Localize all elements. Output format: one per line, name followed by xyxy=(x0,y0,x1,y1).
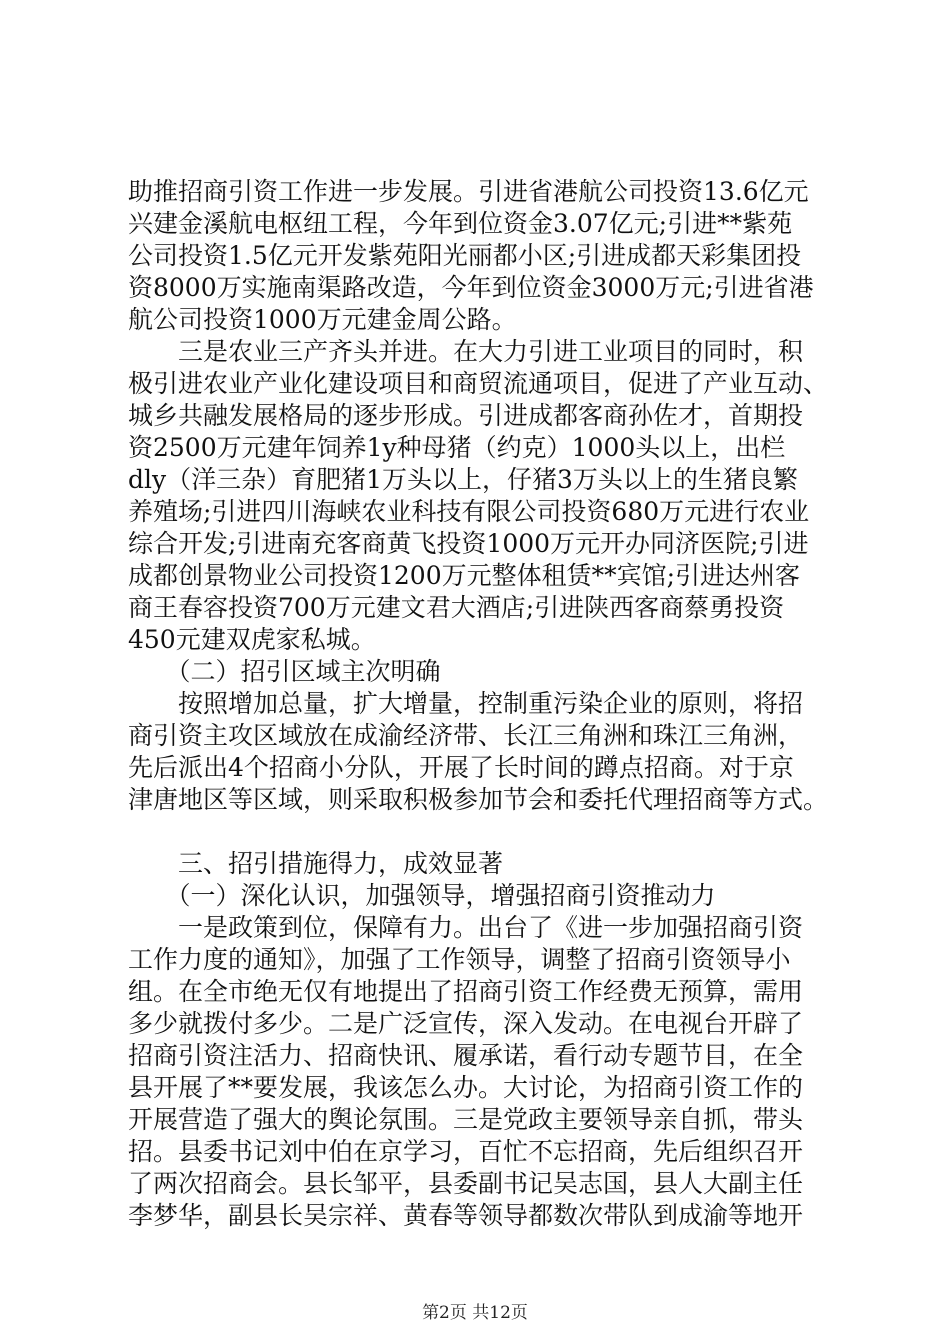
text-line: 综合开发;引进南充客商黄飞投资1000万元开办同济医院;引进 xyxy=(128,529,809,558)
text-line: 商王春容投资700万元建文君大酒店;引进陕西客商蔡勇投资 xyxy=(128,593,785,622)
text-line: dly（洋三杂）育肥猪1万头以上，仔猪3万头以上的生猪良繁 xyxy=(128,465,798,494)
section-heading: 三、招引措施得力，成效显著 xyxy=(128,849,504,878)
document-body xyxy=(128,176,828,1232)
text-line: 了两次招商会。县长邹平，县委副书记吴志国，县人大副主任 xyxy=(128,1169,804,1198)
text-line: 助推招商引资工作进一步发展。引进省港航公司投资13.6亿元 xyxy=(128,177,809,206)
text-line: 三是农业三产齐头并进。在大力引进工业项目的同时，积 xyxy=(128,337,804,366)
text-line: 多少就拨付多少。二是广泛宣传，深入发动。在电视台开辟了 xyxy=(128,1009,804,1038)
text-line: 极引进农业产业化建设项目和商贸流通项目，促进了产业互动、 xyxy=(128,369,829,398)
text-line: 450元建双虎家私城。 xyxy=(128,625,376,654)
text-line: 按照增加总量，扩大增量，控制重污染企业的原则，将招 xyxy=(128,689,804,718)
text-line: 养殖场;引进四川海峡农业科技有限公司投资680万元进行农业 xyxy=(128,497,810,526)
text-line: 成都创景物业公司投资1200万元整体租赁**宾馆;引进达州客 xyxy=(128,561,801,590)
text-line: 兴建金溪航电枢纽工程，今年到位资金3.07亿元;引进**紫苑 xyxy=(128,209,793,238)
text-line: 资2500万元建年饲养1y种母猪（约克）1000头以上，出栏 xyxy=(128,433,786,462)
text-line: 李梦华，副县长吴宗祥、黄春等领导都数次带队到成渝等地开 xyxy=(128,1201,804,1230)
text-line: 城乡共融发展格局的逐步形成。引进成都客商孙佐才，首期投 xyxy=(128,401,804,430)
text-line: 一是政策到位，保障有力。出台了《进一步加强招商引资 xyxy=(128,913,804,942)
text-line: 先后派出4个招商小分队，开展了长时间的蹲点招商。对于京 xyxy=(128,753,794,782)
text-line: 开展营造了强大的舆论氛围。三是党政主要领导亲自抓，带头 xyxy=(128,1105,804,1134)
text-line: 商引资主攻区域放在成渝经济带、长江三角洲和珠江三角洲， xyxy=(128,721,804,750)
text-line: 招。县委书记刘中伯在京学习，百忙不忘招商，先后组织召开 xyxy=(128,1137,804,1166)
text-line: 航公司投资1000万元建金周公路。 xyxy=(128,305,517,334)
paragraph-gap xyxy=(128,816,828,848)
section-heading: （二）招引区域主次明确 xyxy=(128,657,441,686)
text-line: 资8000万实施南渠路改造，今年到位资金3000万元;引进省港 xyxy=(128,273,814,302)
text-line: 县开展了**要发展，我该怎么办。大讨论，为招商引资工作的 xyxy=(128,1073,804,1102)
text-line: 组。在全市绝无仅有地提出了招商引资工作经费无预算，需用 xyxy=(128,977,804,1006)
page-footer: 第2页 共12页 xyxy=(422,1303,528,1323)
subsection-heading: （一）深化认识，加强领导，增强招商引资推动力 xyxy=(128,881,716,910)
text-line: 招商引资注活力、招商快讯、履承诺，看行动专题节目，在全 xyxy=(128,1041,804,1070)
text-line: 公司投资1.5亿元开发紫苑阳光丽都小区;引进成都天彩集团投 xyxy=(128,241,802,270)
text-line: 津唐地区等区域，则采取积极参加节会和委托代理招商等方式。 xyxy=(128,785,829,814)
text-line: 工作力度的通知》，加强了工作领导，调整了招商引资领导小 xyxy=(128,945,791,974)
